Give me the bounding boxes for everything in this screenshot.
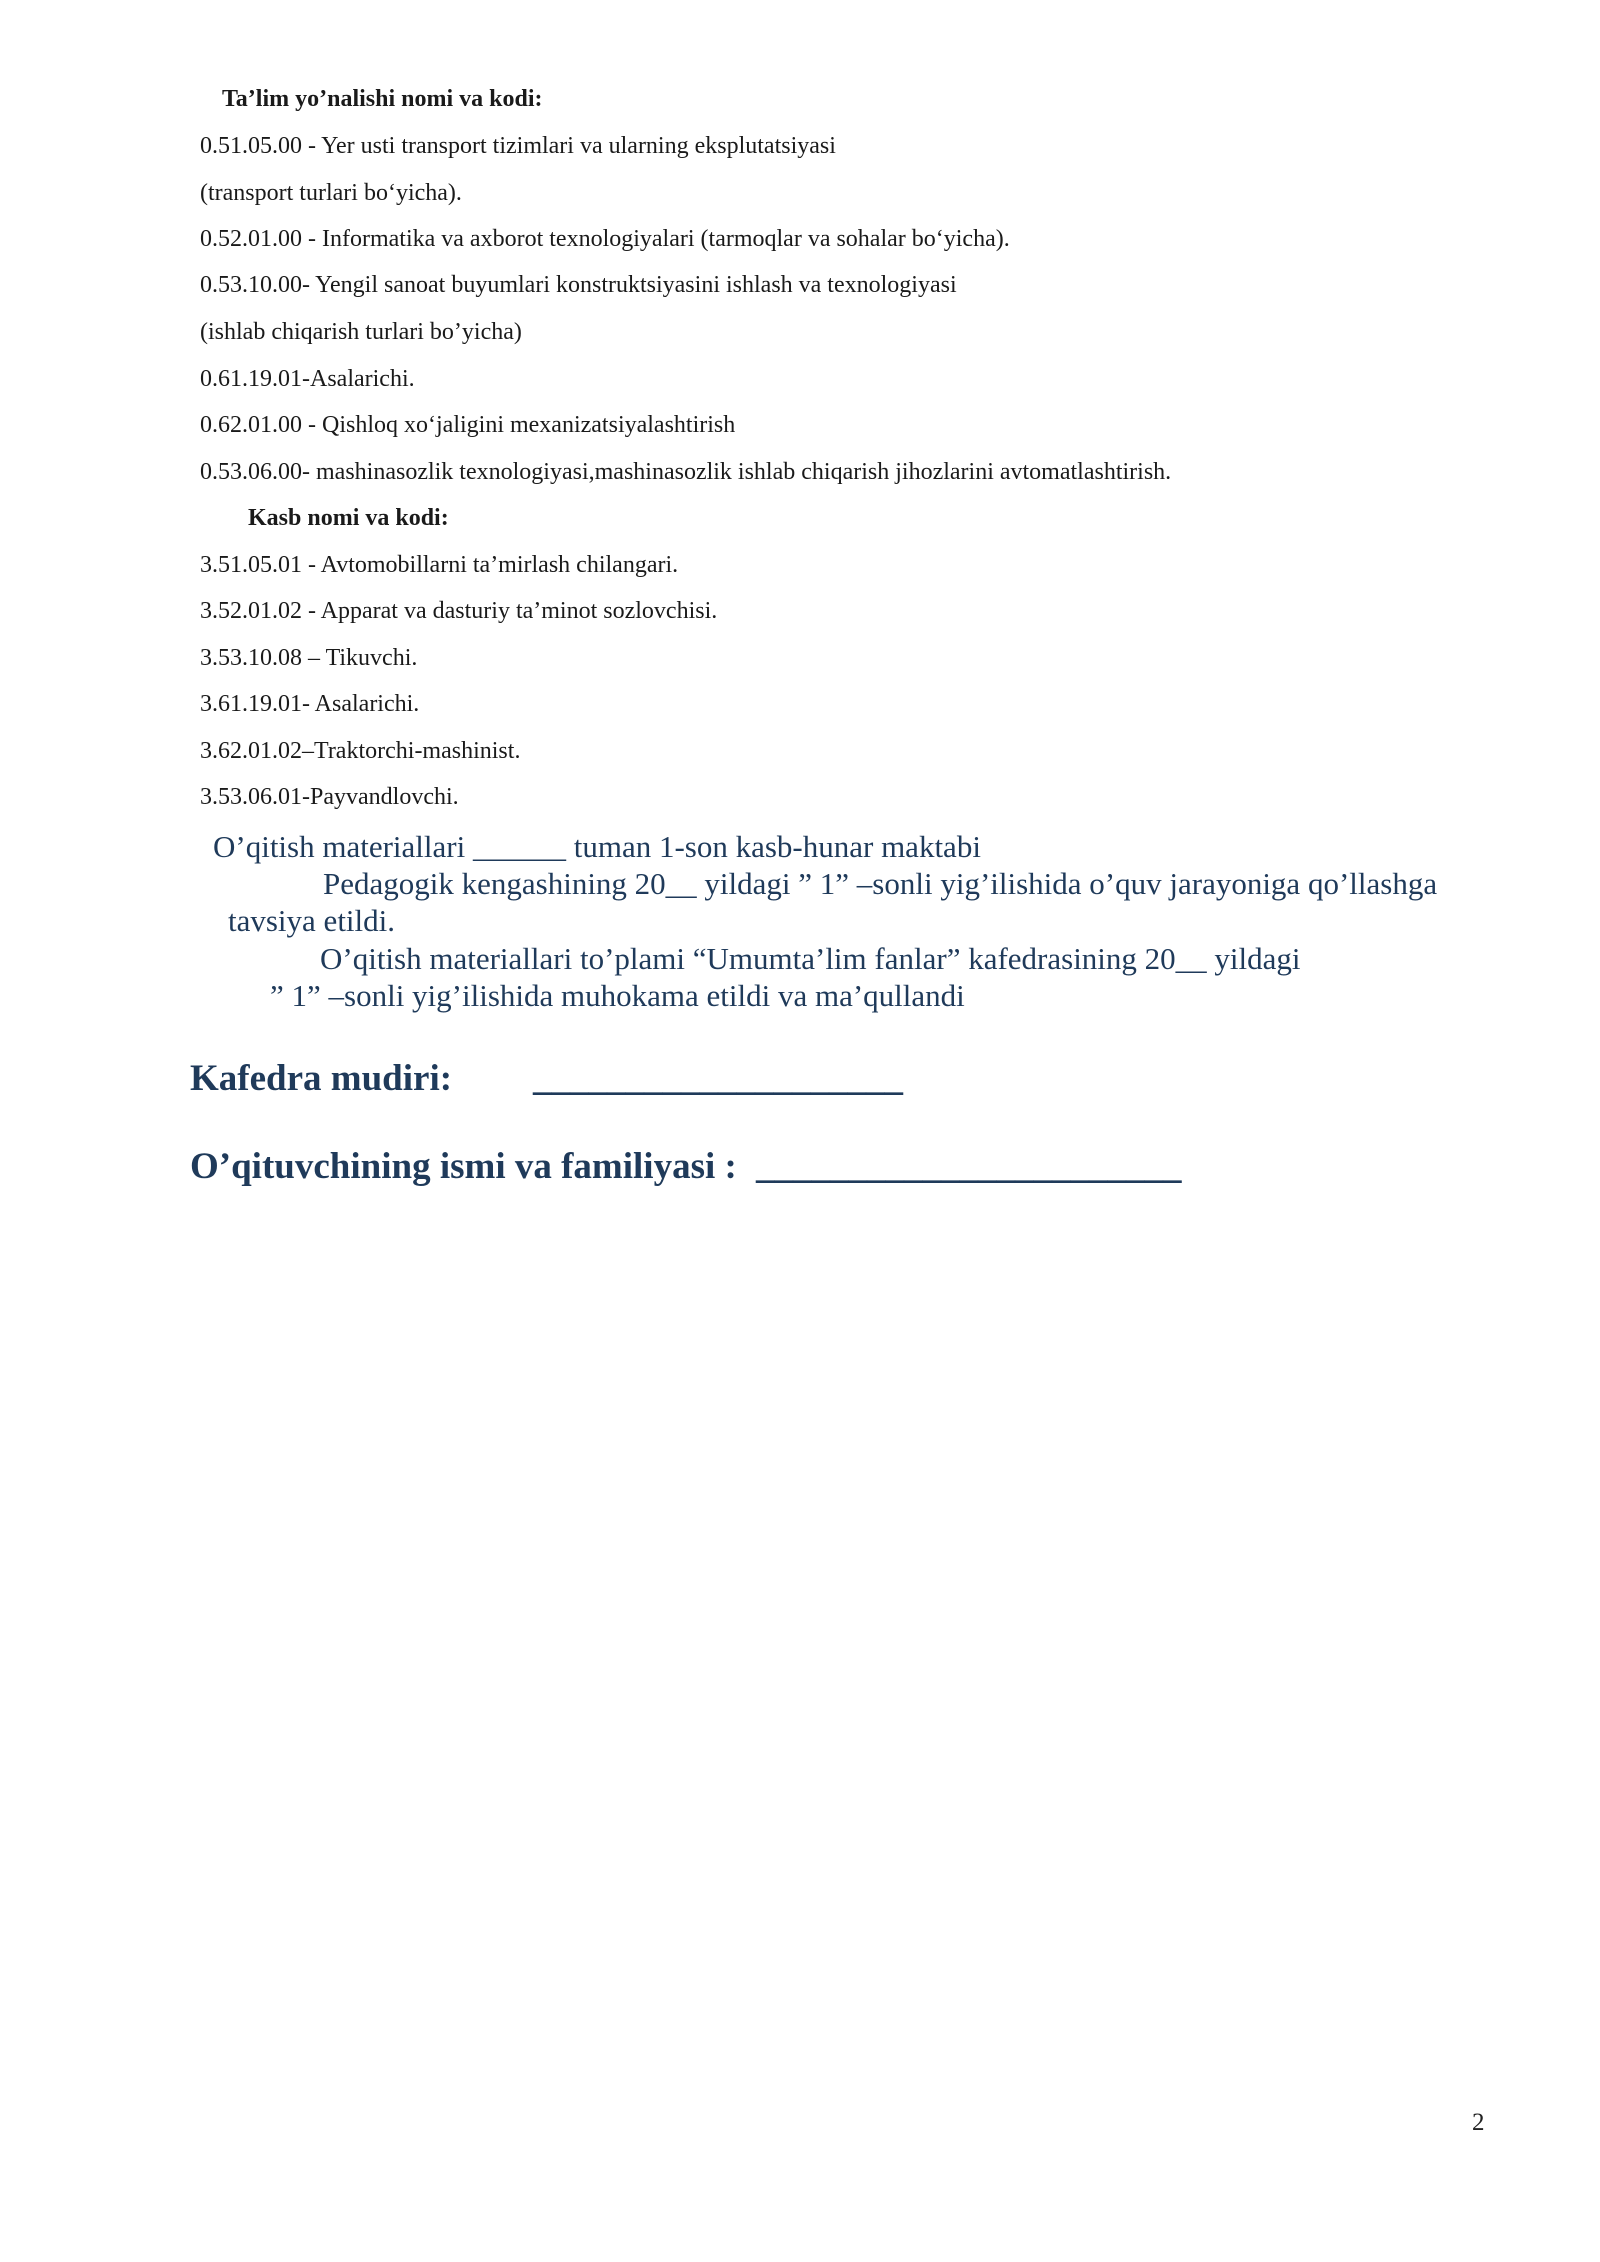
direction-item: 0.62.01.00 - Qishloq xo‘jaligini mexanizatsiyalashtirish xyxy=(200,412,736,438)
head-of-department-label: Kafedra mudiri: xyxy=(190,1058,453,1099)
section-heading-professions: Kasb nomi va kodi: xyxy=(248,505,449,531)
profession-item: 3.52.01.02 - Apparat va dasturiy ta’minot sozlovchisi. xyxy=(200,598,718,624)
direction-item: 0.53.06.00- mashinasozlik texnologiyasi,mashinasozlik ishlab chiqarish jihozlarini avtomatlashtirish. xyxy=(200,459,1172,485)
direction-item: (ishlab chiqarish turlari bo’yicha) xyxy=(200,319,522,345)
teacher-name-label: O’qituvchining ismi va familiyasi : xyxy=(190,1146,737,1187)
approval-line: tavsiya etildi. xyxy=(228,903,396,938)
head-signature-blank: ____________________ xyxy=(533,1058,903,1099)
direction-item: 0.53.10.00- Yengil sanoat buyumlari konstruktsiyasini ishlash va texnologiyasi xyxy=(200,272,957,298)
approval-line: Pedagogik kengashining 20__ yildagi ” 1” –sonli yig’ilishida o’quv jarayoniga qo’llashga xyxy=(323,866,1438,901)
section-heading-directions: Ta’lim yo’nalishi nomi va kodi: xyxy=(222,86,543,112)
approval-line: O’qitish materiallari to’plami “Umumta’lim fanlar” kafedrasining 20__ yildagi xyxy=(320,941,1301,976)
approval-line: ” 1” –sonli yig’ilishida muhokama etildi va ma’qullandi xyxy=(270,978,965,1013)
page-number: 2 xyxy=(1472,2109,1485,2136)
teacher-name-blank: _______________________ xyxy=(756,1146,1182,1187)
profession-item: 3.53.10.08 – Tikuvchi. xyxy=(200,645,418,671)
profession-item: 3.62.01.02–Traktorchi-mashinist. xyxy=(200,738,521,764)
profession-item: 3.61.19.01- Asalarichi. xyxy=(200,691,420,717)
direction-item: 0.61.19.01-Asalarichi. xyxy=(200,366,415,392)
profession-item: 3.53.06.01-Payvandlovchi. xyxy=(200,784,459,810)
profession-item: 3.51.05.01 - Avtomobillarni ta’mirlash chilangari. xyxy=(200,552,679,578)
direction-item: 0.51.05.00 - Yer usti transport tizimlari va ularning eksplutatsiyasi xyxy=(200,133,836,159)
direction-item: (transport turlari bo‘yicha). xyxy=(200,180,462,206)
direction-item: 0.52.01.00 - Informatika va axborot texnologiyalari (tarmoqlar va sohalar bo‘yicha). xyxy=(200,226,1010,252)
approval-line: O’qitish materiallari ______ tuman 1-son kasb-hunar maktabi xyxy=(213,829,981,864)
